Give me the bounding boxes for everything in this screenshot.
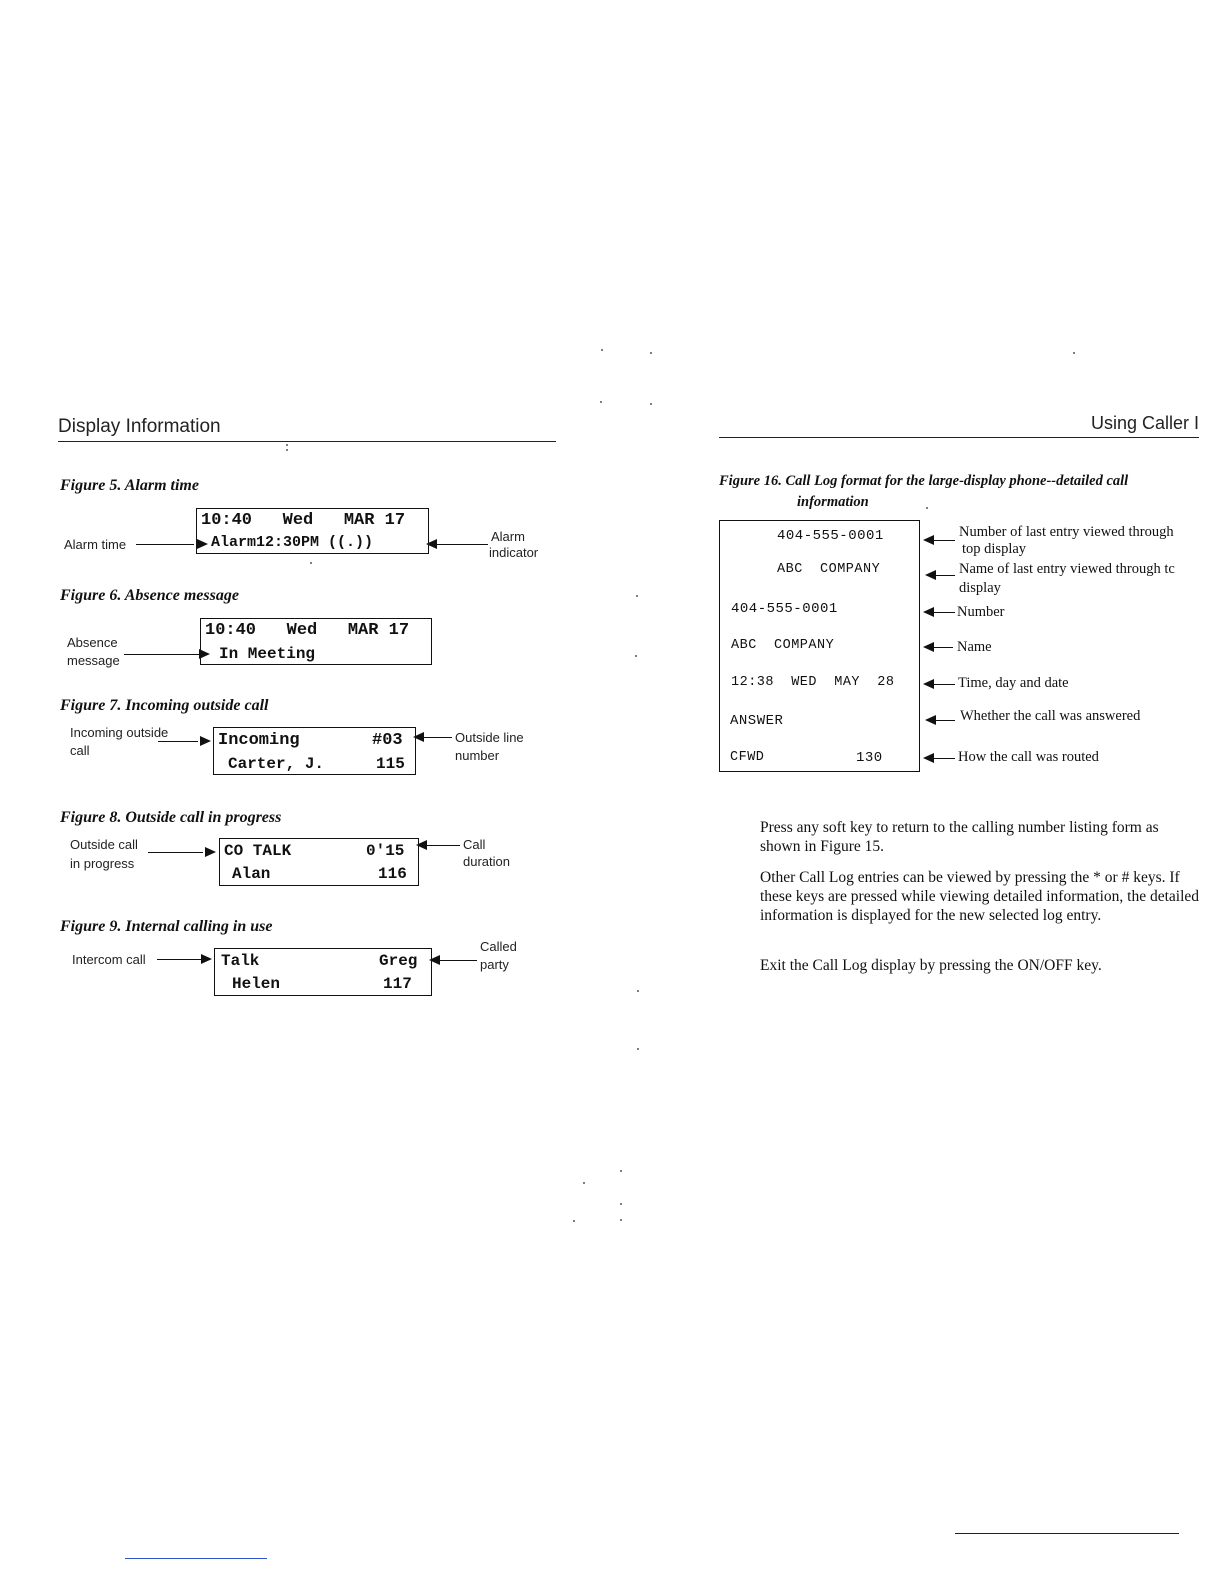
log-arrow-3: [933, 612, 955, 613]
scan-speck: [650, 403, 652, 405]
figure-8-caption: Figure 8. Outside call in progress: [60, 809, 282, 826]
scan-speck: [637, 990, 639, 992]
figure-7-line-1-right: #03: [372, 731, 403, 750]
figure-7-line-2-left: Carter, J.: [228, 755, 325, 773]
left-bottom-rule: [125, 1558, 267, 1559]
log-arrow-5: [933, 684, 955, 685]
figure-8-left-arrowhead-icon: [205, 847, 216, 857]
figure-9-display: [214, 948, 432, 996]
figure-7-left-label-1: Incoming outside: [70, 725, 169, 740]
scan-speck: [635, 655, 637, 657]
figure-6-left-label-2: message: [67, 653, 120, 668]
right-page-header: Using Caller I: [1091, 413, 1200, 433]
log-arrow-7: [933, 758, 955, 759]
figure-5-left-label: Alarm time: [64, 537, 127, 552]
figure-8-line-1-left: CO TALK: [224, 842, 292, 860]
log-desc-2b: display: [959, 580, 1001, 596]
figure-9-line-2-right: 117: [383, 975, 412, 993]
figure-5-left-arrowhead-icon: [197, 539, 208, 549]
log-display-route-value: 130: [856, 750, 883, 766]
left-header-rule: [58, 441, 556, 442]
paragraph-other-entries: Other Call Log entries can be viewed by pressing the * or # keys. If these keys are pressed while viewing detailed information, the detailed information is displayed for the new selected log entry.: [760, 869, 1200, 924]
log-desc-3: Number: [957, 604, 1005, 620]
figure-8-line-1-right: 0'15: [366, 842, 405, 860]
figure-7-left-arrowhead-icon: [200, 736, 211, 746]
log-arrow-2: [935, 575, 955, 576]
figure-9-right-arrowhead-icon: [429, 955, 440, 965]
scan-speck: [601, 349, 603, 351]
right-header-rule: [719, 437, 1199, 438]
figure-9-line-2-left: Helen: [232, 975, 281, 993]
figure-6-caption: Figure 6. Absence message: [60, 587, 239, 604]
log-desc-1b: top display: [962, 541, 1027, 557]
figure-16-caption-line-1: Figure 16. Call Log format for the large-display phone--detailed call: [719, 473, 1129, 489]
scan-speck: [926, 507, 928, 509]
figure-6-display: [200, 618, 432, 665]
figure-7-line-2-right: 115: [376, 755, 405, 773]
figure-7-right-label-1: Outside line: [455, 730, 524, 745]
figure-6-line-1: 10:40 Wed MAR 17: [205, 621, 410, 640]
log-desc-2a: Name of last entry viewed through tc: [959, 561, 1175, 577]
figure-7-line-1-left: Incoming: [218, 731, 300, 750]
figure-9-right-label-2: party: [480, 957, 509, 972]
figure-6-left-label-1: Absence: [67, 635, 118, 650]
figure-5-right-label-1: Alarm: [491, 529, 525, 544]
figure-7-caption: Figure 7. Incoming outside call: [60, 697, 269, 714]
figure-8-right-arrowhead-icon: [416, 840, 427, 850]
log-desc-4: Name: [957, 639, 992, 655]
scan-speck: [620, 1170, 622, 1172]
figure-7-display: [213, 727, 416, 775]
figure-16-caption-line-2: information: [797, 494, 869, 510]
figure-9-line-1-left: Talk: [221, 952, 260, 970]
log-desc-7: How the call was routed: [958, 749, 1099, 765]
log-display-name: ABC COMPANY: [731, 638, 835, 653]
left-page-header: Display Information: [58, 416, 221, 437]
scan-speck: [1073, 352, 1075, 354]
figure-9-left-label: Intercom call: [72, 952, 146, 967]
scan-speck: [286, 449, 288, 451]
figure-9-line-1-right: Greg: [379, 952, 418, 970]
figure-8-right-label-1: Call: [463, 837, 486, 852]
log-display-number-top: 404-555-0001: [777, 528, 884, 544]
log-display-number: 404-555-0001: [731, 601, 838, 617]
figure-8-line-2-left: Alan: [232, 865, 271, 883]
scan-speck: [637, 1048, 639, 1050]
figure-6-left-arrow: [124, 654, 199, 655]
log-display-answer: ANSWER: [730, 713, 784, 729]
figure-9-left-arrow: [157, 959, 201, 960]
scan-speck: [286, 444, 288, 446]
figure-8-right-label-2: duration: [463, 854, 510, 869]
scan-speck: [600, 401, 602, 403]
figure-5-right-arrow: [428, 544, 488, 545]
figure-9-caption: Figure 9. Internal calling in use: [60, 918, 273, 935]
paragraph-return: Press any soft key to return to the calling number listing form as shown in Figure 15.: [760, 819, 1159, 855]
figure-6-line-2: In Meeting: [219, 645, 316, 663]
log-display-route: CFWD: [730, 750, 765, 765]
figure-7-left-label-2: call: [70, 743, 90, 758]
log-desc-5: Time, day and date: [958, 675, 1069, 691]
paragraph-exit: Exit the Call Log display by pressing the ON/OFF key.: [760, 957, 1102, 974]
scan-speck: [620, 1203, 622, 1205]
figure-9-left-arrowhead-icon: [201, 954, 212, 964]
figure-7-right-arrowhead-icon: [413, 732, 424, 742]
figure-5-display: [196, 508, 429, 554]
figure-5-caption: Figure 5. Alarm time: [60, 477, 199, 494]
figure-9-right-label-1: Called: [480, 939, 517, 954]
figure-5-line-1: 10:40 Wed MAR 17: [201, 511, 406, 530]
figure-6-left-arrowhead-icon: [199, 649, 210, 659]
figure-8-left-arrow: [148, 852, 203, 853]
figure-8-left-label-2: in progress: [70, 856, 135, 871]
figure-5-right-arrowhead-icon: [426, 539, 437, 549]
scan-speck: [583, 1182, 585, 1184]
figure-5-line-2: Alarm12:30PM ((.)): [211, 534, 374, 551]
log-display-name-top: ABC COMPANY: [777, 562, 881, 577]
scan-speck: [620, 1219, 622, 1221]
log-desc-1a: Number of last entry viewed through: [959, 524, 1174, 540]
figure-5-right-label-2: indicator: [489, 545, 539, 560]
scan-speck: [573, 1220, 575, 1222]
figure-8-display: [219, 838, 419, 886]
figure-7-right-label-2: number: [455, 748, 500, 763]
scan-speck: [636, 595, 638, 597]
scan-speck: [650, 352, 652, 354]
figure-8-left-label-1: Outside call: [70, 837, 138, 852]
figure-7-left-arrow: [158, 741, 198, 742]
log-desc-6: Whether the call was answered: [960, 708, 1141, 724]
figure-8-line-2-right: 116: [378, 865, 407, 883]
right-bottom-rule: [955, 1533, 1179, 1534]
log-arrow-1: [933, 540, 955, 541]
scan-speck: [310, 562, 312, 564]
log-display-time: 12:38 WED MAY 28: [731, 675, 895, 690]
figure-16-display: [719, 520, 920, 772]
figure-5-left-arrow: [136, 544, 194, 545]
log-arrow-4: [933, 647, 953, 648]
log-arrow-6: [935, 720, 955, 721]
